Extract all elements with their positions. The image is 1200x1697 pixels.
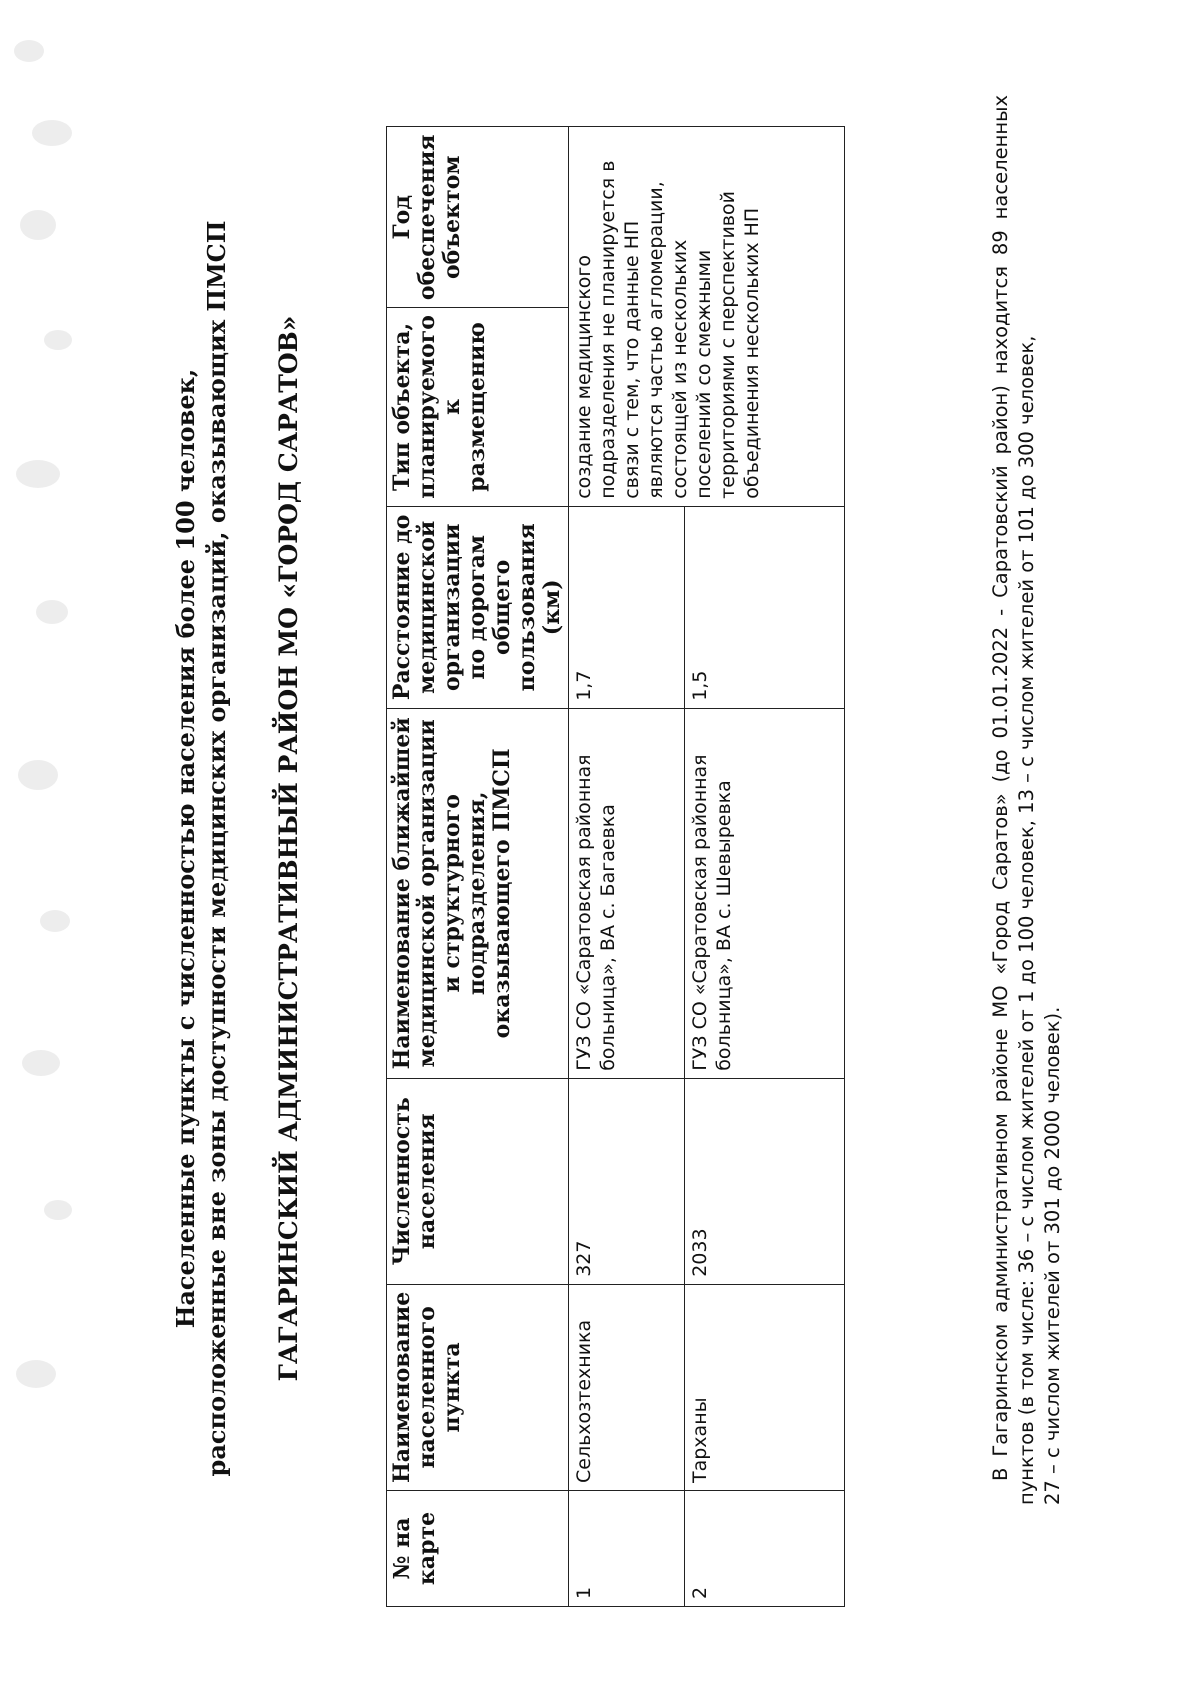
cell-organization: ГУЗ СО «Саратовская районная больница», ВА с. Багаевка — [569, 708, 685, 1078]
header-distance: Расстояние до медицинской организации по дорогам общего пользования (км) — [387, 506, 569, 708]
cell-population: 2033 — [685, 1078, 845, 1284]
footnote-paragraph-2: 27 – с числом жителей от 301 до 2000 человек). — [1041, 1006, 1064, 1505]
cell-num: 2 — [685, 1491, 845, 1607]
header-num: № на карте — [387, 1491, 569, 1607]
settlements-table — [386, 126, 845, 1607]
cell-organization: ГУЗ СО «Саратовская районная больница», ВА с. Шевыревка — [685, 708, 845, 1078]
merged-note-cell: создание медицинского подразделения не планируется в связи с тем, что данные НП являются частью агломерации, состоящей из нескольких поселений со смежными территориями с перспективой объединения нескольких НП — [569, 127, 845, 506]
title-line-1: Населенные пункты с численностью населения более 100 человек, — [171, 368, 200, 1329]
document-title — [170, 200, 232, 1497]
cell-settlement: Сельхозтехника — [569, 1284, 685, 1490]
title-line-2: расположенные вне зоны доступности медицинских организаций, оказывающих ПМСП — [202, 220, 231, 1477]
footnote-paragraph-1: В Гагаринском административном районе МО «Город Саратов» (до 01.01.2022 - Саратовский район) находится 89 населенных пунктов (в том числе: 36 – с числом жителей от 1 до 100 человек, 13 – с числом жителей от 101 до 300 человек, — [989, 95, 1038, 1505]
header-year: Год обеспечения объектом — [387, 127, 569, 308]
header-population: Численность населения — [387, 1078, 569, 1284]
table-row — [569, 127, 685, 1607]
district-title: ГАГАРИНСКИЙ АДМИНИСТРАТИВНЫЙ РАЙОН МО «ГОРОД САРАТОВ» — [274, 315, 303, 1382]
cell-num: 1 — [569, 1491, 685, 1607]
footnote — [988, 95, 1066, 1505]
cell-population: 327 — [569, 1078, 685, 1284]
header-object-type: Тип объекта, планируемого к размещению — [387, 308, 569, 507]
header-settlement: Наименование населенного пункта — [387, 1284, 569, 1490]
table-header-row — [387, 127, 569, 1607]
header-organization: Наименование ближайшей медицинской организации и структурного подразделения, оказывающего ПМСП — [387, 708, 569, 1078]
cell-distance: 1,5 — [685, 506, 845, 708]
cell-settlement: Тарханы — [685, 1284, 845, 1490]
cell-distance: 1,7 — [569, 506, 685, 708]
